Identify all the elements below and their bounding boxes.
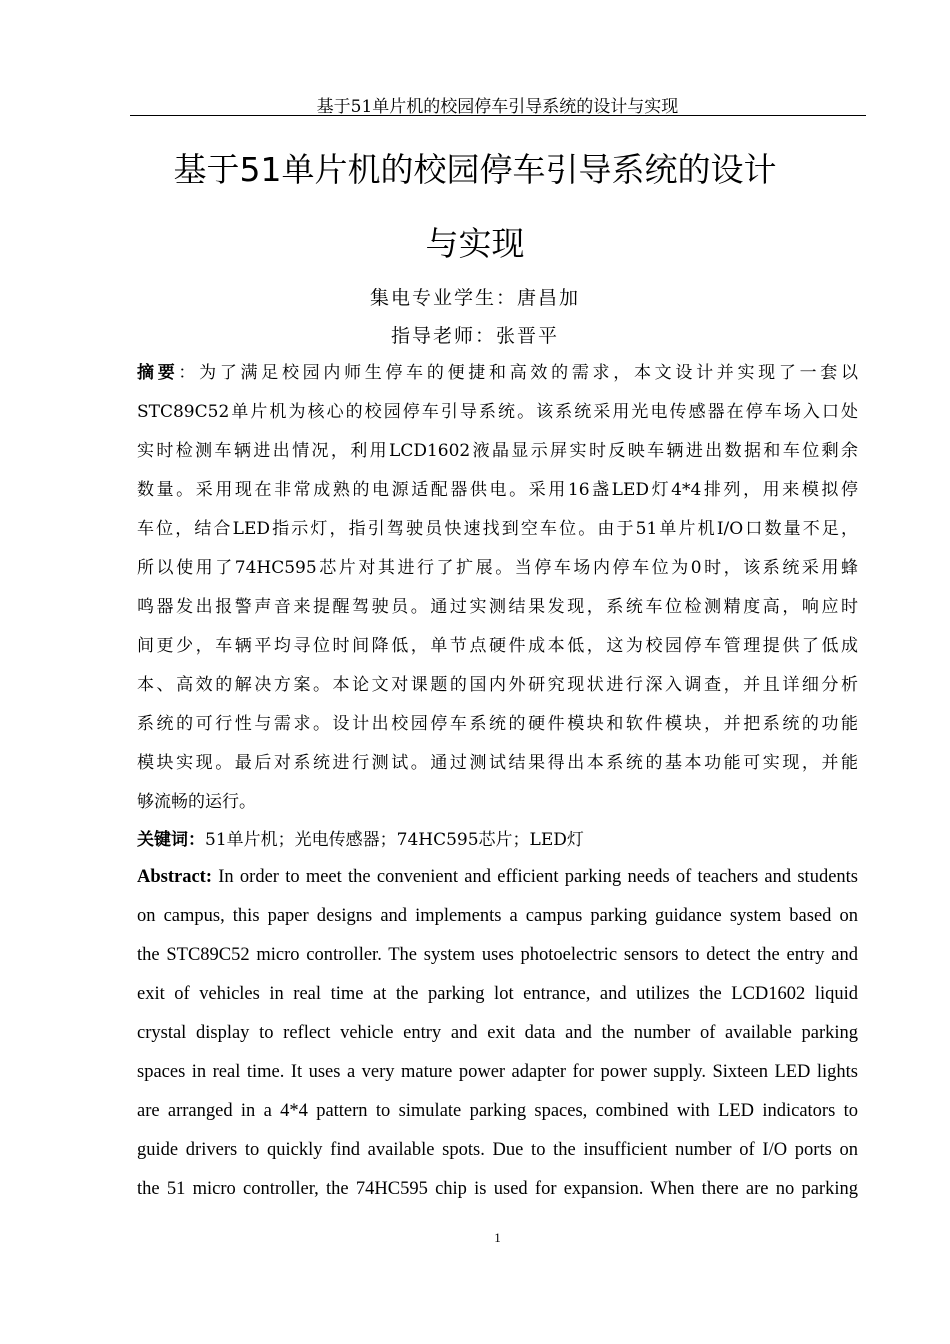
page-number: 1: [494, 1230, 501, 1245]
abstract-en-text: are arranged in a 4*4 pattern to simulate parking spaces, combined with LED indicators to: [137, 1101, 858, 1121]
abstract-cn-line: [137, 596, 858, 618]
abstract-cn-text: 所以使用了74HC595芯片对其进行了扩展。当停车场内停车位为0时，该系统采用蜂: [137, 558, 858, 578]
abstract-cn-line: [137, 557, 858, 579]
author: 集电专业学生：唐昌加: [369, 287, 580, 309]
abstract-en-text: guide drivers to quickly find available spots. Due to the insufficient number of I/O ports on: [137, 1140, 858, 1160]
abstract-cn-text: 间更少，车辆平均寻位时间降低，单节点硬件成本低，这为校园停车管理提供了低成: [137, 636, 858, 656]
keywords-label: 关键词：: [137, 830, 205, 850]
abstract-cn-line: [137, 479, 858, 501]
abstract-en-line: [137, 866, 858, 888]
keywords: [137, 829, 858, 851]
abstract-en-text: In order to meet the convenient and efficient parking needs of teachers and students: [212, 867, 858, 887]
abstract-cn-text: STC89C52单片机为核心的校园停车引导系统。该系统采用光电传感器在停车场入口处: [137, 402, 858, 422]
abstract-cn-line: [137, 791, 858, 813]
abstract-en-line: [137, 983, 858, 1005]
abstract-en-text: spaces in real time. It uses a very mature power adapter for power supply. Sixteen LED lights: [137, 1062, 858, 1082]
abstract-en-line: [137, 944, 858, 966]
abstract-cn-line: [137, 518, 858, 540]
abstract-cn-line: [137, 401, 858, 423]
abstract-en-line: [137, 1061, 858, 1083]
running-header: 基于51单片机的校园停车引导系统的设计与实现: [316, 97, 679, 117]
abstract-cn-line: [137, 713, 858, 735]
abstract-en-line: [137, 1022, 858, 1044]
abstract-en-text: crystal display to reflect vehicle entry and exit data and the number of available parking: [137, 1023, 858, 1043]
abstract-en-text: on campus, this paper designs and implements a campus parking guidance system based on: [137, 906, 858, 926]
keywords-text: 51单片机；光电传感器；74HC595芯片；LED灯: [205, 830, 584, 850]
abstract-en-line: [137, 905, 858, 927]
abstract-cn-line: [137, 362, 858, 384]
abstract-cn-label: 摘要: [137, 363, 179, 383]
abstract-cn-text: 数量。采用现在非常成熟的电源适配器供电。采用16盏LED灯4*4排列，用来模拟停: [137, 480, 858, 500]
abstract-cn-text: 鸣器发出报警声音来提醒驾驶员。通过实测结果发现，系统车位检测精度高，响应时: [137, 597, 858, 617]
abstract-cn-text: 实时检测车辆进出情况，利用LCD1602液晶显示屏实时反映车辆进出数据和车位剩余: [137, 441, 858, 461]
abstract-cn-line: [137, 635, 858, 657]
abstract-cn-text: 本、高效的解决方案。本论文对课题的国内外研究现状进行深入调查，并且详细分析: [137, 675, 858, 695]
abstract-cn-text: 够流畅的运行。: [137, 792, 256, 812]
abstract-en-text: the STC89C52 micro controller. The system uses photoelectric sensors to detect the entry and: [137, 945, 858, 965]
abstract-cn-text: 系统的可行性与需求。设计出校园停车系统的硬件模块和软件模块，并把系统的功能: [137, 714, 858, 734]
abstract-en-line: [137, 1139, 858, 1161]
title-line-2: 与实现: [425, 224, 525, 263]
abstract-en-line: [137, 1100, 858, 1122]
abstract-cn-line: [137, 752, 858, 774]
abstract-cn-text: ：为了满足校园内师生停车的便捷和高效的需求，本文设计并实现了一套以: [178, 363, 859, 383]
abstract-en-text: the 51 micro controller, the 74HC595 chip is used for expansion. When there are no parking: [137, 1179, 858, 1199]
abstract-cn-line: [137, 440, 858, 462]
advisor: 指导老师：张晋平: [390, 325, 559, 347]
abstract-en-line: [137, 1178, 858, 1200]
abstract-en-label: Abstract:: [137, 867, 213, 887]
abstract-cn-text: 模块实现。最后对系统进行测试。通过测试结果得出本系统的基本功能可实现，并能: [137, 753, 858, 773]
header-rule: [130, 115, 866, 116]
abstract-en-text: exit of vehicles in real time at the parking lot entrance, and utilizes the LCD1602 liquid: [137, 984, 858, 1004]
abstract-cn-line: [137, 674, 858, 696]
abstract-cn-text: 车位，结合LED指示灯，指引驾驶员快速找到空车位。由于51单片机I/O口数量不足，: [137, 519, 858, 539]
title-line-1: 基于51单片机的校园停车引导系统的设计: [173, 150, 777, 189]
